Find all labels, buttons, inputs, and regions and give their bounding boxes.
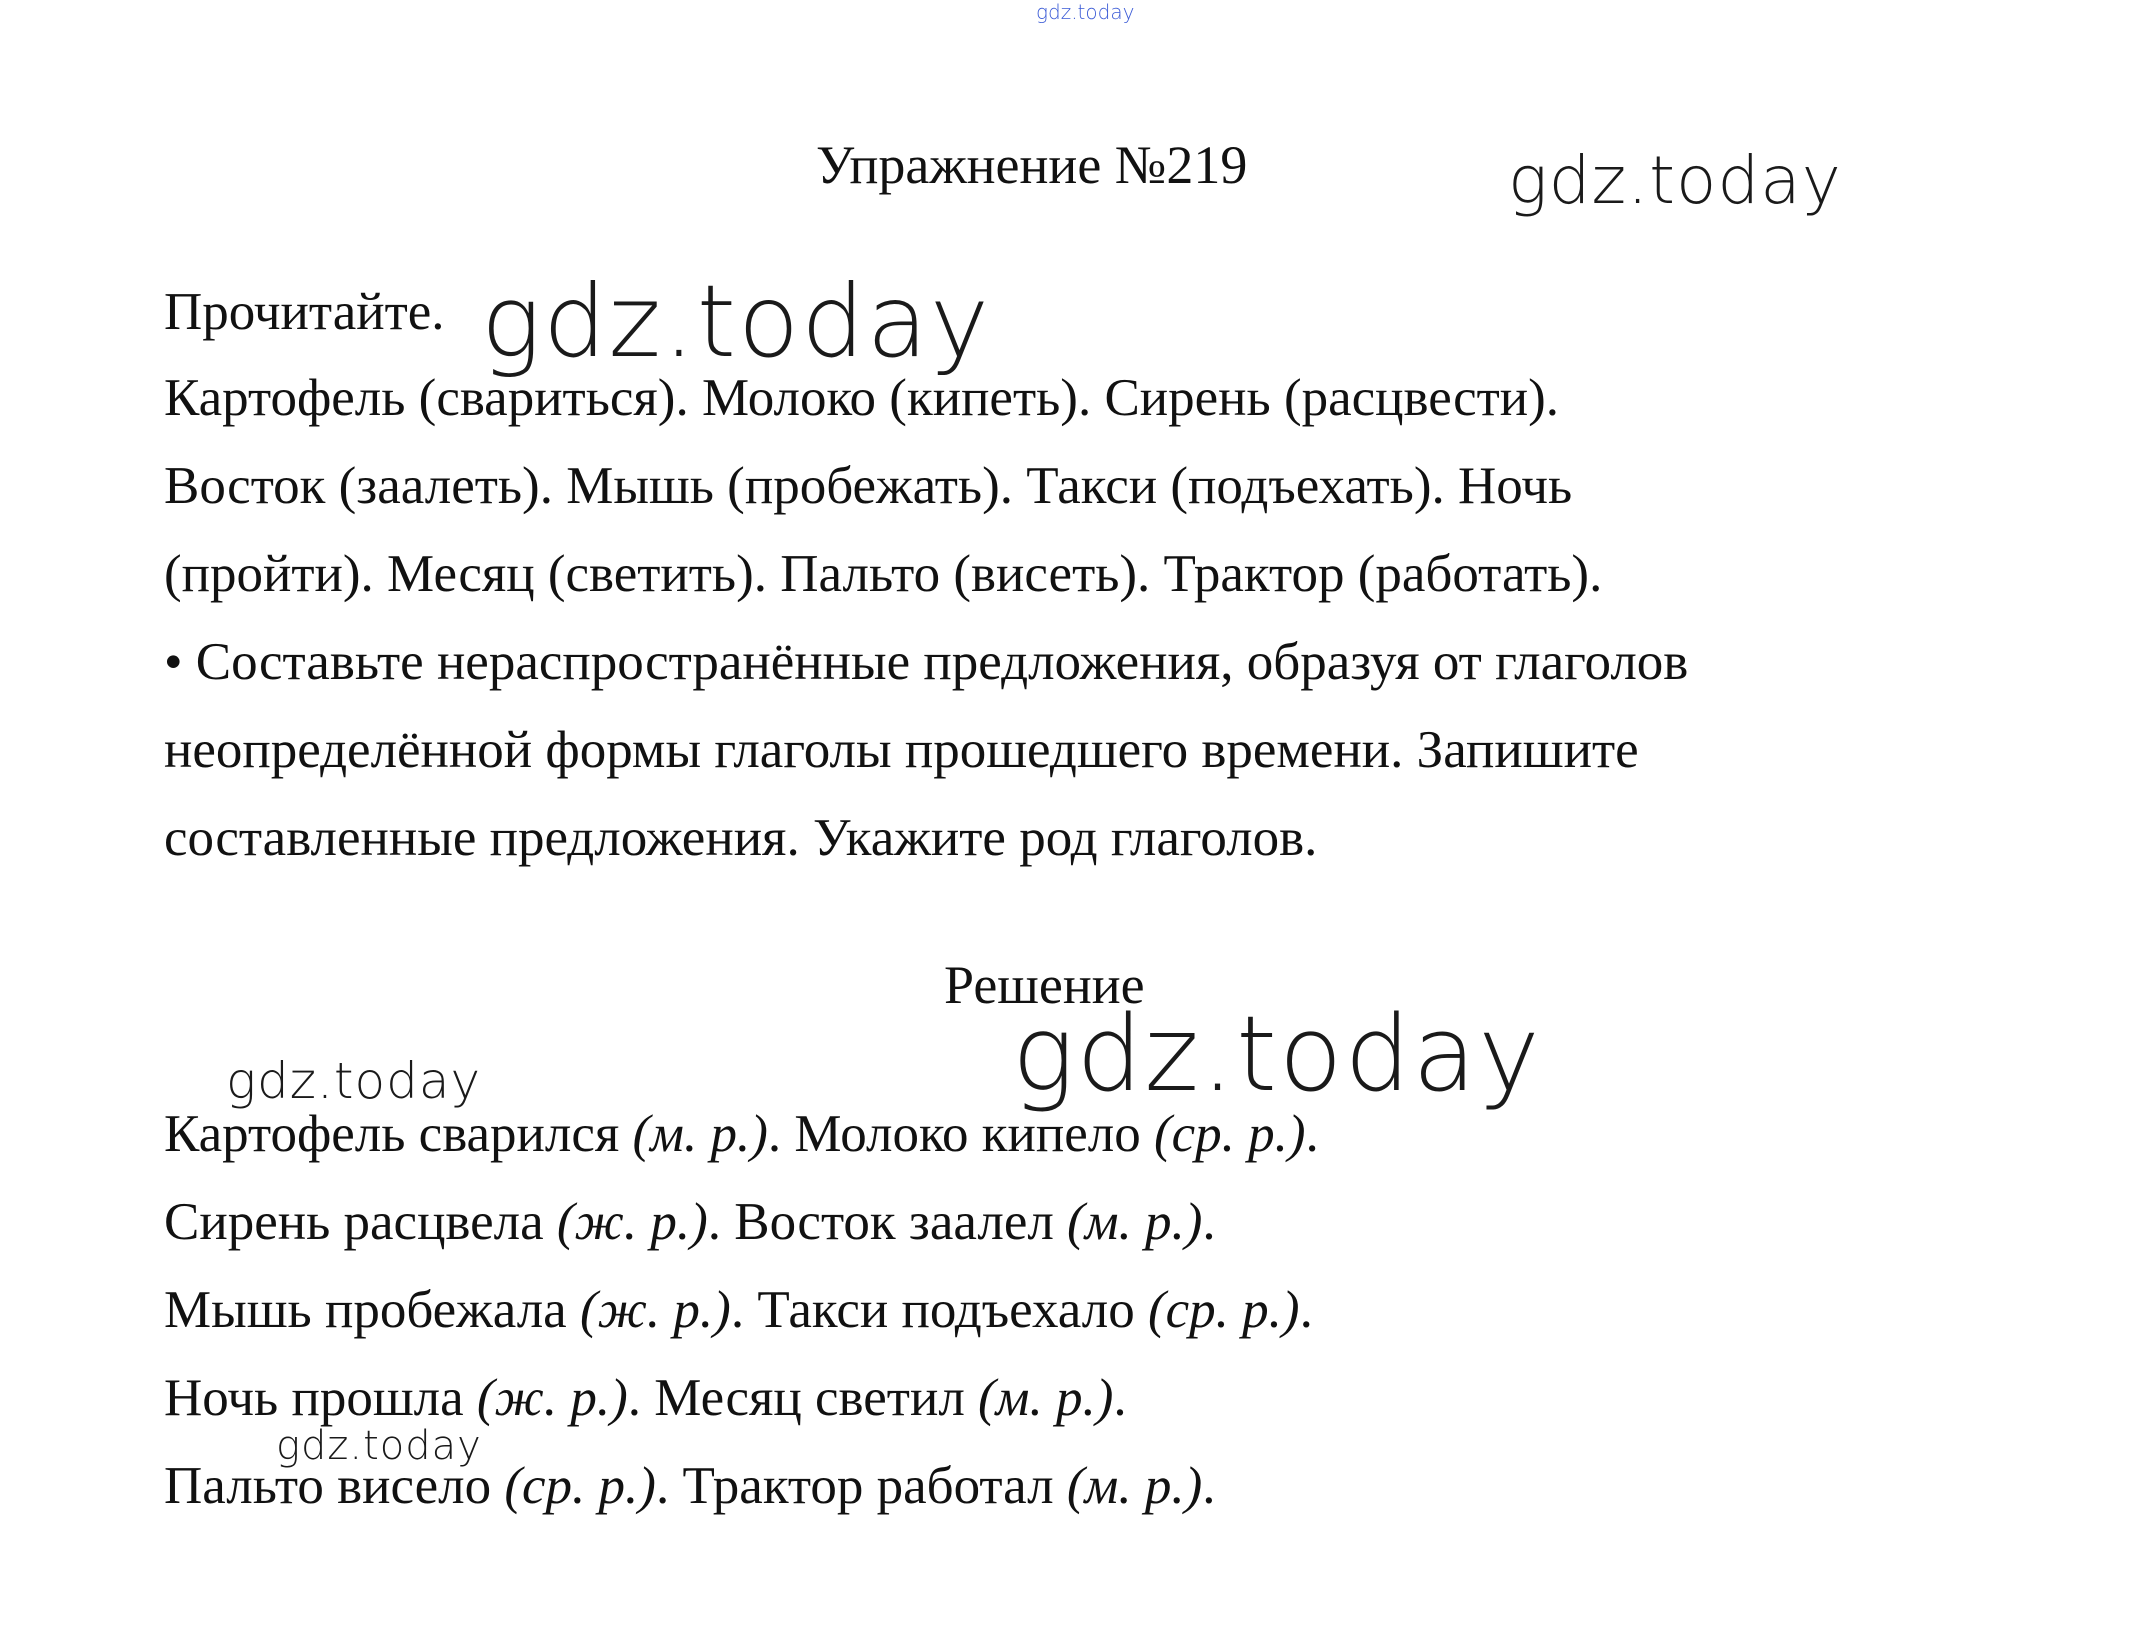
watermark: gdz.today <box>226 1052 482 1110</box>
solution-line <box>164 1281 1313 1339</box>
sentence-end: . <box>1305 1105 1319 1163</box>
sentence-end: . <box>1202 1457 1216 1515</box>
gender-note: (ж. р.) <box>579 1281 731 1339</box>
task-line: неопределённой формы глаголы прошедшего времени. Запишите <box>164 721 1639 779</box>
gender-note: (м. р.) <box>978 1369 1114 1427</box>
solution-line <box>164 1105 1319 1163</box>
sentence-text: Картофель сварился <box>164 1105 633 1163</box>
gender-note: (ж. р.) <box>556 1193 708 1251</box>
sentence-text: Ночь прошла <box>164 1369 477 1427</box>
sentence-text: . Месяц светил <box>627 1369 979 1427</box>
gender-note: (ср. р.) <box>1147 1281 1300 1339</box>
sentence-text: . Такси подъехало <box>730 1281 1148 1339</box>
watermark: gdz.today <box>1012 993 1542 1115</box>
sentence-text: . Трактор работал <box>655 1457 1067 1515</box>
task-line: составленные предложения. Укажите род глаголов. <box>164 809 1318 867</box>
sentence-text: Пальто висело <box>164 1457 505 1515</box>
watermark: gdz.today <box>276 1423 482 1469</box>
gender-note: (ср. р.) <box>1153 1105 1306 1163</box>
gender-note: (м. р.) <box>1066 1457 1203 1515</box>
watermark: gdz.today <box>481 263 992 380</box>
sentence-text: . Восток заалел <box>707 1193 1068 1251</box>
task-line: Восток (заалеть). Мышь (пробежать). Такси (подъехать). Ночь <box>164 457 1573 515</box>
sentence-end: . <box>1299 1281 1313 1339</box>
sentence-text: . Молоко кипело <box>767 1105 1154 1163</box>
solution-line <box>164 1369 1127 1427</box>
sentence-text: Сирень расцвела <box>164 1193 557 1251</box>
task-line: (пройти). Месяц (светить). Пальто (висеть). Трактор (работать). <box>164 545 1603 603</box>
watermark-top: gdz.today <box>1036 0 1135 24</box>
sentence-end: . <box>1202 1193 1216 1251</box>
watermark: gdz.today <box>1508 142 1842 219</box>
solution-line <box>164 1193 1216 1251</box>
task-line: • Составьте нераспространённые предложения, образуя от глаголов <box>164 633 1689 691</box>
solution-title: Решение <box>944 955 1145 1015</box>
sentence-text: Мышь пробежала <box>164 1281 580 1339</box>
sentence-end: . <box>1113 1369 1127 1427</box>
exercise-title: Упражнение №219 <box>816 135 1248 195</box>
task-line: Картофель (свариться). Молоко (кипеть). Сирень (расцвести). <box>164 369 1560 427</box>
task-instruction-read: Прочитайте. <box>164 283 445 341</box>
gender-note: (м. р.) <box>1067 1193 1203 1251</box>
gender-note: (ср. р.) <box>504 1457 656 1515</box>
gender-note: (м. р.) <box>632 1105 768 1163</box>
gender-note: (ж. р.) <box>476 1369 628 1427</box>
